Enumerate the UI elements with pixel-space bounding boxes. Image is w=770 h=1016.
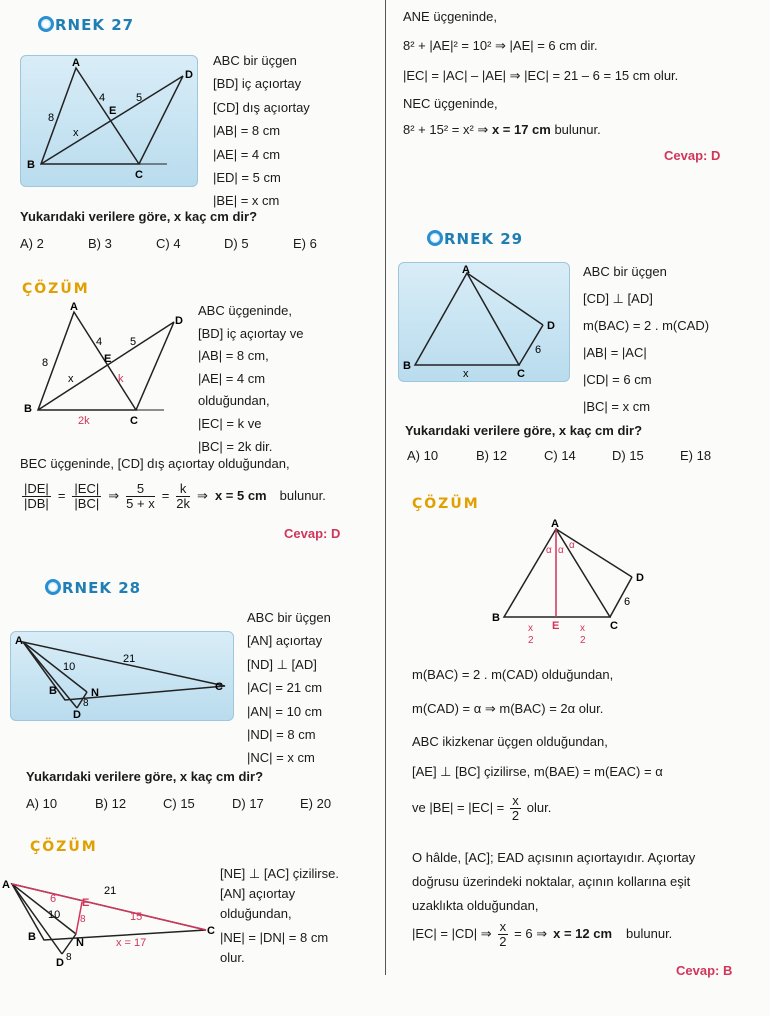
svg-text:D: D [547,320,555,332]
example-27-figure [21,56,197,186]
example-28-option-a[interactable]: A) 10 [26,796,58,811]
svg-text:8: 8 [42,357,49,369]
solution-29-line1: m(BAC) = 2 . m(CAD) olduğundan, [412,667,614,682]
svg-text:A: A [70,301,78,313]
example-28-option-b[interactable]: B) 12 [95,796,127,811]
svg-text:E: E [104,353,112,365]
svg-text:21: 21 [123,653,136,665]
example-27-figure-box [20,55,198,187]
svg-text:6: 6 [535,344,542,356]
solution-29-answer: Cevap: B [676,963,733,978]
example-29-option-b[interactable]: B) 12 [476,448,508,463]
svg-text:A: A [462,264,470,276]
svg-text:A: A [15,635,23,647]
svg-text:8: 8 [80,914,86,925]
right-28-line1: ANE üçgeninde, [403,9,497,24]
svg-text:C: C [610,620,618,632]
example-28-figure [11,632,233,720]
svg-text:D: D [175,315,183,327]
svg-text:D: D [56,957,64,969]
svg-text:2: 2 [528,635,534,646]
svg-text:B: B [49,685,57,697]
svg-text:15: 15 [130,911,143,923]
svg-text:x: x [68,373,74,385]
svg-text:E: E [82,897,90,909]
example-28-given: ABC bir üçgen [AN] açıortay [ND] ⊥ [AD] |AC| = 21 cm |AN| = 10 cm |ND| = 8 cm |NC| = x cm [247,610,331,766]
svg-text:A: A [2,879,10,891]
example-28-heading: RNEK 28 [45,579,141,597]
solution-27-bec: BEC üçgeninde, [CD] dış açıortay olduğundan, [20,456,290,471]
right-28-line4: NEC üçgeninde, [403,96,498,111]
solution-28-text: [NE] ⊥ [AC] çizilirse. [AN] açıortay olduğundan, |NE| = |DN| = 8 cm olur. [220,866,339,965]
example-27-heading: RNEK 27 [38,16,134,34]
svg-text:8: 8 [66,952,72,963]
svg-text:10: 10 [63,661,76,673]
svg-text:k: k [118,373,124,385]
svg-text:C: C [207,925,215,937]
right-28-line3: |EC| = |AC| – |AE| ⇒ |EC| = 21 – 6 = 15 cm olur. [403,68,679,83]
fig-label-b: B [27,159,35,171]
svg-text:21: 21 [104,885,117,897]
example-28-option-e[interactable]: E) 20 [300,796,332,811]
svg-text:8: 8 [83,698,89,709]
svg-text:x = 17: x = 17 [116,937,147,949]
heading-o-icon [38,16,54,32]
fig-label-c: C [135,169,143,181]
heading-o-icon [427,230,443,246]
example-29-figure-box [398,262,570,382]
solution-27-equation: $\frac{|DE|}{|DB|}$ = $\frac{|EC|}{|BC|}$ ⇒ $\frac{5}{5 + x}$ = $\frac{k}{2k}$ ⇒ x = 5 cm bulunur. [24,480,326,511]
fig-label-ae: 4 [99,92,106,104]
fig-label-ed: 5 [136,92,143,104]
svg-text:6: 6 [624,596,631,608]
svg-text:5: 5 [130,336,137,348]
svg-text:B: B [492,612,500,624]
solution-29-line6: |EC| = |CD| ⇒ $\frac{x}{2}$ = 6 ⇒ x = 12 cm bulunur. [412,918,673,949]
example-28-figure-box [10,631,234,721]
solution-29-line5: ve |BE| = |EC| = $\frac{x}{2}$ olur. [412,792,552,823]
column-divider [385,0,386,975]
svg-text:4: 4 [96,336,103,348]
example-27-option-e[interactable]: E) 6 [293,236,317,251]
right-28-line5: 8² + 15² = x² ⇒ x = 17 cm bulunur. [403,122,601,137]
svg-text:C: C [517,368,525,380]
svg-text:E: E [552,620,560,632]
svg-text:B: B [24,403,32,415]
solution-29-line2: m(CAD) = α ⇒ m(BAC) = 2α olur. [412,701,604,716]
right-28-answer: Cevap: D [664,148,721,163]
svg-text:10: 10 [48,909,61,921]
example-28-question: Yukarıdaki verilere göre, x kaç cm dir? [26,769,264,784]
solution-29-label: ÇÖZÜM [412,496,480,512]
fig-label-a: A [72,57,80,69]
fig-label-d: D [185,69,193,81]
example-28-option-c[interactable]: C) 15 [163,796,195,811]
example-27-given: ABC bir üçgen [BD] iç açıortay [CD] dış açıortay |AB| = 8 cm |AE| = 4 cm |ED| = 5 cm |BE| = x cm [213,53,310,209]
svg-text:x: x [528,623,533,634]
svg-text:D: D [636,572,644,584]
svg-text:A: A [551,518,559,530]
example-27-option-c[interactable]: C) 4 [156,236,181,251]
example-28-option-d[interactable]: D) 17 [232,796,264,811]
svg-text:B: B [403,360,411,372]
solution-28-figure [0,872,216,972]
solution-27-label: ÇÖZÜM [22,281,90,297]
solution-29-figure [488,515,658,653]
example-27-question: Yukarıdaki verilere göre, x kaç cm dir? [20,209,258,224]
heading-o-icon [45,579,61,595]
example-29-given: ABC bir üçgen [CD] ⊥ [AD] m(BAC) = 2 . m(CAD) |AB| = |AC| |CD| = 6 cm |BC| = x cm [583,264,710,414]
solution-28-label: ÇÖZÜM [30,839,98,855]
example-27-option-a[interactable]: A) 2 [20,236,44,251]
example-29-option-e[interactable]: E) 18 [680,448,712,463]
svg-text:α: α [546,545,552,556]
svg-text:x: x [463,368,469,380]
svg-text:C: C [130,415,138,427]
right-28-line2: 8² + |AE|² = 10² ⇒ |AE| = 6 cm dir. [403,38,598,53]
svg-text:C: C [215,681,223,693]
fig-label-be: x [73,127,79,139]
solution-29-paragraph: O hâlde, [AC]; EAD açısının açıortayıdır. Açıortay doğrusu üzerindeki noktalar, açının kollarına eşit uzaklıkta olduğundan, [412,850,696,913]
svg-text:x: x [580,623,585,634]
example-29-question: Yukarıdaki verilere göre, x kaç cm dir? [405,423,643,438]
solution-29-line4: [AE] ⊥ [BC] çizilirse, m(BAE) = m(EAC) = α [412,764,663,779]
fig-label-ab: 8 [48,112,55,124]
svg-text:N: N [76,937,84,949]
svg-text:2k: 2k [78,415,90,427]
example-29-option-c[interactable]: C) 14 [544,448,576,463]
svg-text:2: 2 [580,635,586,646]
solution-29-line3: ABC ikizkenar üçgen olduğundan, [412,734,608,749]
svg-text:N: N [91,687,99,699]
svg-text:α: α [558,545,564,556]
svg-text:α: α [569,540,575,551]
solution-27-text: ABC üçgeninde, [BD] iç açıortay ve |AB| = 8 cm, |AE| = 4 cm olduğundan, |EC| = k ve |BC| = 2k dir. [198,303,304,454]
svg-text:B: B [28,931,36,943]
solution-27-answer: Cevap: D [284,526,341,541]
example-27-option-d[interactable]: D) 5 [224,236,249,251]
svg-text:D: D [73,709,81,720]
example-27-option-b[interactable]: B) 3 [88,236,112,251]
example-29-figure [399,263,569,381]
fig-label-e: E [109,105,117,117]
solution-27-figure [12,300,192,430]
example-29-option-d[interactable]: D) 15 [612,448,644,463]
svg-text:6: 6 [50,893,57,905]
example-29-option-a[interactable]: A) 10 [407,448,439,463]
example-29-heading: RNEK 29 [427,230,523,248]
